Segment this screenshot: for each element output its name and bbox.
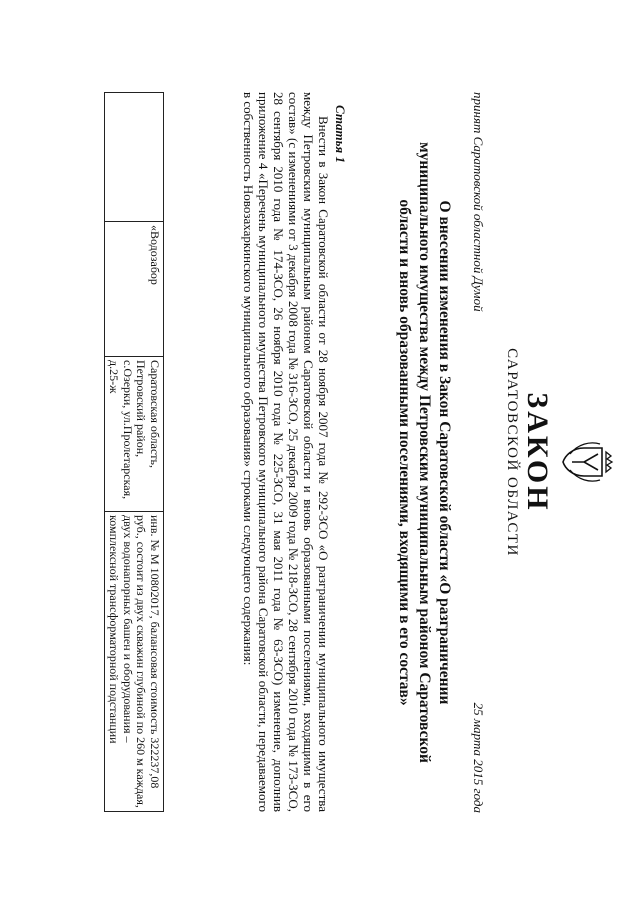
law-heading: О внесении изменения в Закон Саратовской области «О разграничении муниципального имущества между Петровским муниципальным районом Саратовской области и вновь образованными поселениями, входящими в его состав» bbox=[396, 142, 453, 763]
article-body bbox=[241, 92, 331, 812]
region-name: САРАТОВСКОЙ ОБЛАСТИ bbox=[504, 348, 520, 557]
table-cell-address: Саратовская область, Петровский район, с.Озерки, ул.Пролетарская, д.25-ж bbox=[105, 357, 164, 512]
article-title: Статья 1 bbox=[333, 105, 348, 163]
table-cell-name: «Водозабор bbox=[105, 222, 164, 357]
law-date: 25 марта 2015 года bbox=[471, 702, 486, 813]
table-row bbox=[105, 93, 164, 812]
table-cell-details: инв. № М 10802017, балансовая стоимость 322237,08 руб., состоит из двух скважин глубиной по 260 м каждая, двух водонапорных башен и оборудования – комплексной трансформаторной подстанции bbox=[105, 512, 164, 812]
adopted-by: принят Саратовской областной Думой bbox=[471, 92, 486, 312]
coat-of-arms-icon bbox=[560, 438, 614, 486]
article-paragraph: Внести в Закон Саратовской области от 28 ноября 2007 года № 292-ЗСО «О разграничении муниципального имущества между Петровским муниципальным районом Саратовской области и вновь образованными поселениями, входящими в его состав» (с изменениями от 3 декабря 2008 года № 316-ЗСО, 25 декабря 2009 года № 218-ЗСО, 28 сентября 2010 года № 173-ЗСО, 28 сентября 2010 года № 174-ЗСО, 26 ноября 2010 года № 225-ЗСО, 31 мая 2011 года № 63-ЗСО) изменение, дополнив приложение 4 «Перечень муниципального имущества Петровского муниципального района Саратовской области, передаваемого в собственность Новозахаркинского муниципального образования» строками следующего содержания: bbox=[241, 92, 331, 812]
property-table bbox=[104, 92, 164, 812]
table-cell-number bbox=[105, 93, 164, 222]
law-title: ЗАКОН bbox=[521, 392, 554, 513]
